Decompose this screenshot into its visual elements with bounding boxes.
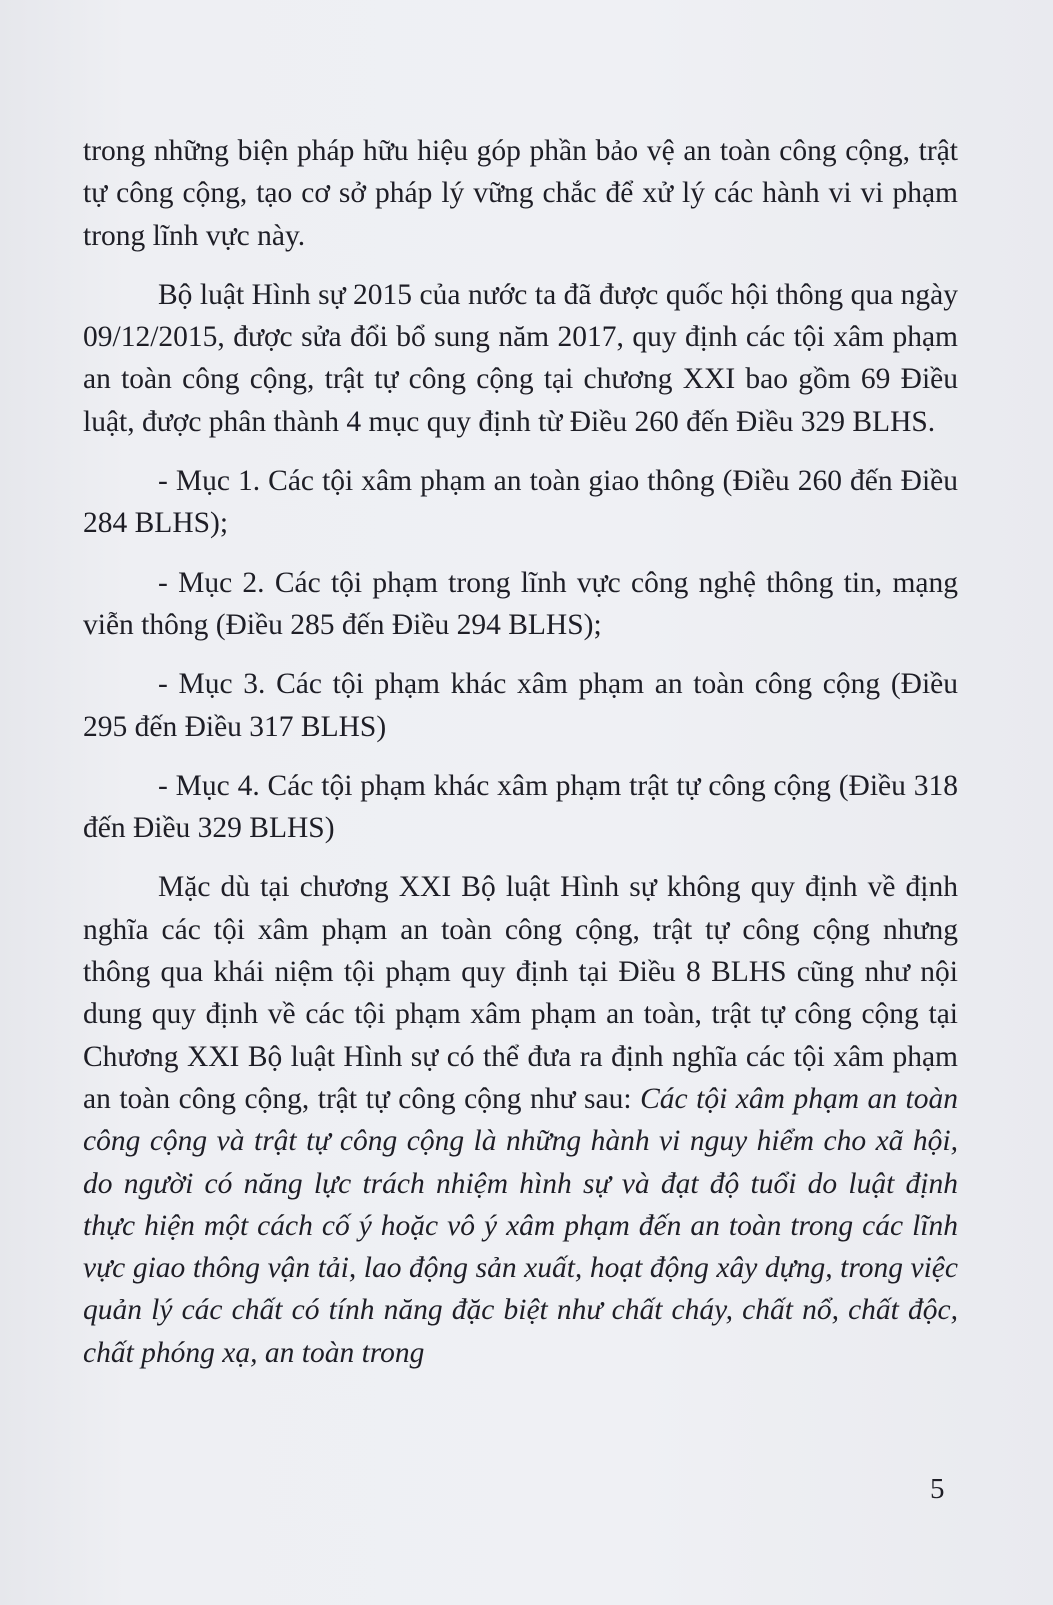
definition-intro: Mặc dù tại chương XXI Bộ luật Hình sự không quy định về định nghĩa các tội xâm phạm an toàn công cộng, trật tự công cộng nhưng thông qua khái niệm tội phạm quy định tại Điều 8 BLHS cũng như nội dung quy định về các tội phạm xâm phạm an toàn, trật tự công cộng tại Chương XXI Bộ luật Hình sự có thể đưa ra định nghĩa các tội xâm phạm an toàn công cộng, trật tự công cộng như sau: [83, 871, 958, 1115]
body-text [83, 130, 958, 1391]
paragraph-criminal-code-overview: Bộ luật Hình sự 2015 của nước ta đã được quốc hội thông qua ngày 09/12/2015, được sửa đổi bổ sung năm 2017, quy định các tội xâm phạm an toàn công cộng, trật tự công cộng tại chương XXI bao gồm 69 Điều luật, được phân thành 4 mục quy định từ Điều 260 đến Điều 329 BLHS. [83, 278, 958, 438]
definition-italic-text: Các tội xâm phạm an toàn công cộng và trật tự công cộng là những hành vi nguy hiểm cho xã hội, do người có năng lực trách nhiệm hình sự và đạt độ tuổi do luật định thực hiện một cách cố ý hoặc vô ý xâm phạm đến an toàn trong các lĩnh vực giao thông vận tải, lao động sản xuất, hoạt động xây dựng, trong việc quản lý các chất có tính năng đặc biệt như chất cháy, chất nổ, chất độc, chất phóng xạ, an toàn trong [83, 1082, 959, 1369]
paragraph-definition [83, 866, 958, 1374]
list-item-section-2: - Mục 2. Các tội phạm trong lĩnh vực công nghệ thông tin, mạng viễn thông (Điều 285 đến Điều 294 BLHS); [83, 566, 958, 641]
list-item-section-1: - Mục 1. Các tội xâm phạm an toàn giao thông (Điều 260 đến Điều 284 BLHS); [83, 465, 958, 540]
list-item-section-3: - Mục 3. Các tội phạm khác xâm phạm an toàn công cộng (Điều 295 đến Điều 317 BLHS) [83, 668, 958, 743]
list-item-section-4: - Mục 4. Các tội phạm khác xâm phạm trật tự công cộng (Điều 318 đến Điều 329 BLHS) [83, 769, 958, 845]
paragraph-continuation: trong những biện pháp hữu hiệu góp phần bảo vệ an toàn công cộng, trật tự công cộng, tạo cơ sở pháp lý vững chắc để xử lý các hành vi vi phạm trong lĩnh vực này. [83, 135, 958, 252]
page-number: 5 [930, 1473, 945, 1505]
